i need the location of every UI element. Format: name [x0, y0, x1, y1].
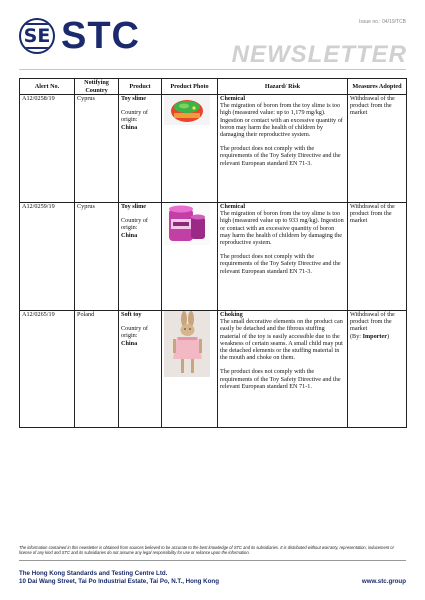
- hazard-description: The migration of boron from the toy slime is too high (measured value: up to 1,179 mg/kg). Ingestion or contact with an excessive quantity of boron may harm the health of children by damaging their reproductive system.: [220, 102, 343, 139]
- product-photo-cell: [162, 203, 218, 311]
- website-link[interactable]: www.stc.group: [361, 578, 406, 585]
- plush-bunny-icon: [164, 311, 210, 377]
- alert-number: A12/0258/19: [20, 95, 75, 203]
- product-photo-cell: [162, 311, 218, 428]
- product-cell: [119, 311, 162, 428]
- origin-label: Country of origin:: [121, 109, 148, 124]
- column-header-notifying-country: Notifying Country: [75, 79, 119, 95]
- slime-jar-green-icon: [164, 95, 210, 125]
- product-name: Toy slime: [121, 203, 147, 210]
- measure-by-prefix: (By:: [350, 332, 363, 340]
- disclaimer: The information contained in this newsletter is obtained from sources believed to be accurate to the best knowledge of STC and its subsidiaries. It is distributed without warranty, representation, inducement or license of any kind and STC and its subsidiaries do not assume any legal responsibility for use or reliance upon the information.: [19, 545, 394, 555]
- company-name: The Hong Kong Standards and Testing Centre Ltd.: [19, 570, 168, 577]
- header-divider: [19, 69, 406, 70]
- footer-divider: [19, 560, 406, 561]
- product-name: Toy slime: [121, 95, 147, 102]
- alert-number: A12/0259/19: [20, 203, 75, 311]
- hazard-title: Chemical: [220, 95, 246, 102]
- hazard-cell: [218, 311, 348, 428]
- notifying-country: Cyprus: [75, 95, 119, 203]
- measures-adopted-cell: [348, 311, 407, 428]
- measures-adopted: Withdrawal of the product from the market: [348, 95, 407, 203]
- origin-country: China: [121, 123, 138, 131]
- stc-logo[interactable]: [19, 15, 140, 57]
- table-row: [20, 95, 407, 203]
- hazard-title: Chemical: [220, 203, 246, 210]
- slime-jar-purple-icon: [164, 203, 210, 245]
- product-cell: [119, 95, 162, 203]
- measure-by: [350, 333, 404, 340]
- notifying-country: Cyprus: [75, 203, 119, 311]
- column-header-hazard-risk: Hazard/ Risk: [218, 79, 348, 95]
- origin-country: China: [121, 339, 138, 347]
- logo-text: STC: [61, 15, 140, 57]
- table-row: [20, 311, 407, 428]
- hazard-description: The migration of boron from the toy slime is too high (measured value up to 933 mg/kg). Ingestion or contact with an excessive quantity of boron may harm the health of children by damaging the reproductive system.: [220, 210, 344, 247]
- column-header-product: Product: [119, 79, 162, 95]
- alert-number: A12/0265/19: [20, 311, 75, 428]
- notifying-country: Poland: [75, 311, 119, 428]
- column-header-alert-no: Alert No.: [20, 79, 75, 95]
- compliance-note: The product does not comply with the requirements of the Toy Safety Directive and the relevant European standard EN 71-1.: [220, 368, 341, 390]
- company-info: [19, 570, 219, 586]
- issue-number: Issue no.: 04/19/TCB: [359, 19, 406, 25]
- compliance-note: The product does not comply with the requirements of the Toy Safety Directive and the relevant European standard EN 71-3.: [220, 145, 341, 167]
- hazard-cell: [218, 203, 348, 311]
- origin-country: China: [121, 231, 138, 239]
- column-header-product-photo: Product Photo: [162, 79, 218, 95]
- hazard-description: The small decorative elements on the product can easily be detached and the fibrous stuffing material of the toy is easily accessible due to the weakness of certain seams. A small child may put the detached elements or the stuffing material in the mouth and choke on them.: [220, 318, 343, 362]
- measures-adopted: Withdrawal of the product from the market: [348, 203, 407, 311]
- newsletter-title: NEWSLETTER: [231, 41, 407, 68]
- measure-by-suffix: ): [386, 332, 390, 340]
- alerts-table: [19, 78, 407, 428]
- company-address: 10 Dai Wang Street, Tai Po Industrial Estate, Tai Po, N.T., Hong Kong: [19, 578, 219, 585]
- origin-label: Country of origin:: [121, 325, 148, 340]
- product-photo-cell: [162, 95, 218, 203]
- product-name: Soft toy: [121, 311, 142, 318]
- measure-by-party: Importer: [362, 332, 387, 340]
- stc-emblem-icon: SE: [19, 18, 55, 54]
- origin-label: Country of origin:: [121, 217, 148, 232]
- column-header-measures-adopted: Measures Adopted: [348, 79, 407, 95]
- table-header-row: [20, 79, 407, 95]
- compliance-note: The product does not comply with the requirements of the Toy Safety Directive and the relevant European standard EN 71-3.: [220, 253, 341, 275]
- product-cell: [119, 203, 162, 311]
- table-row: [20, 203, 407, 311]
- measures-adopted: Withdrawal of the product from the market: [350, 311, 395, 333]
- hazard-title: Choking: [220, 311, 243, 318]
- hazard-cell: [218, 95, 348, 203]
